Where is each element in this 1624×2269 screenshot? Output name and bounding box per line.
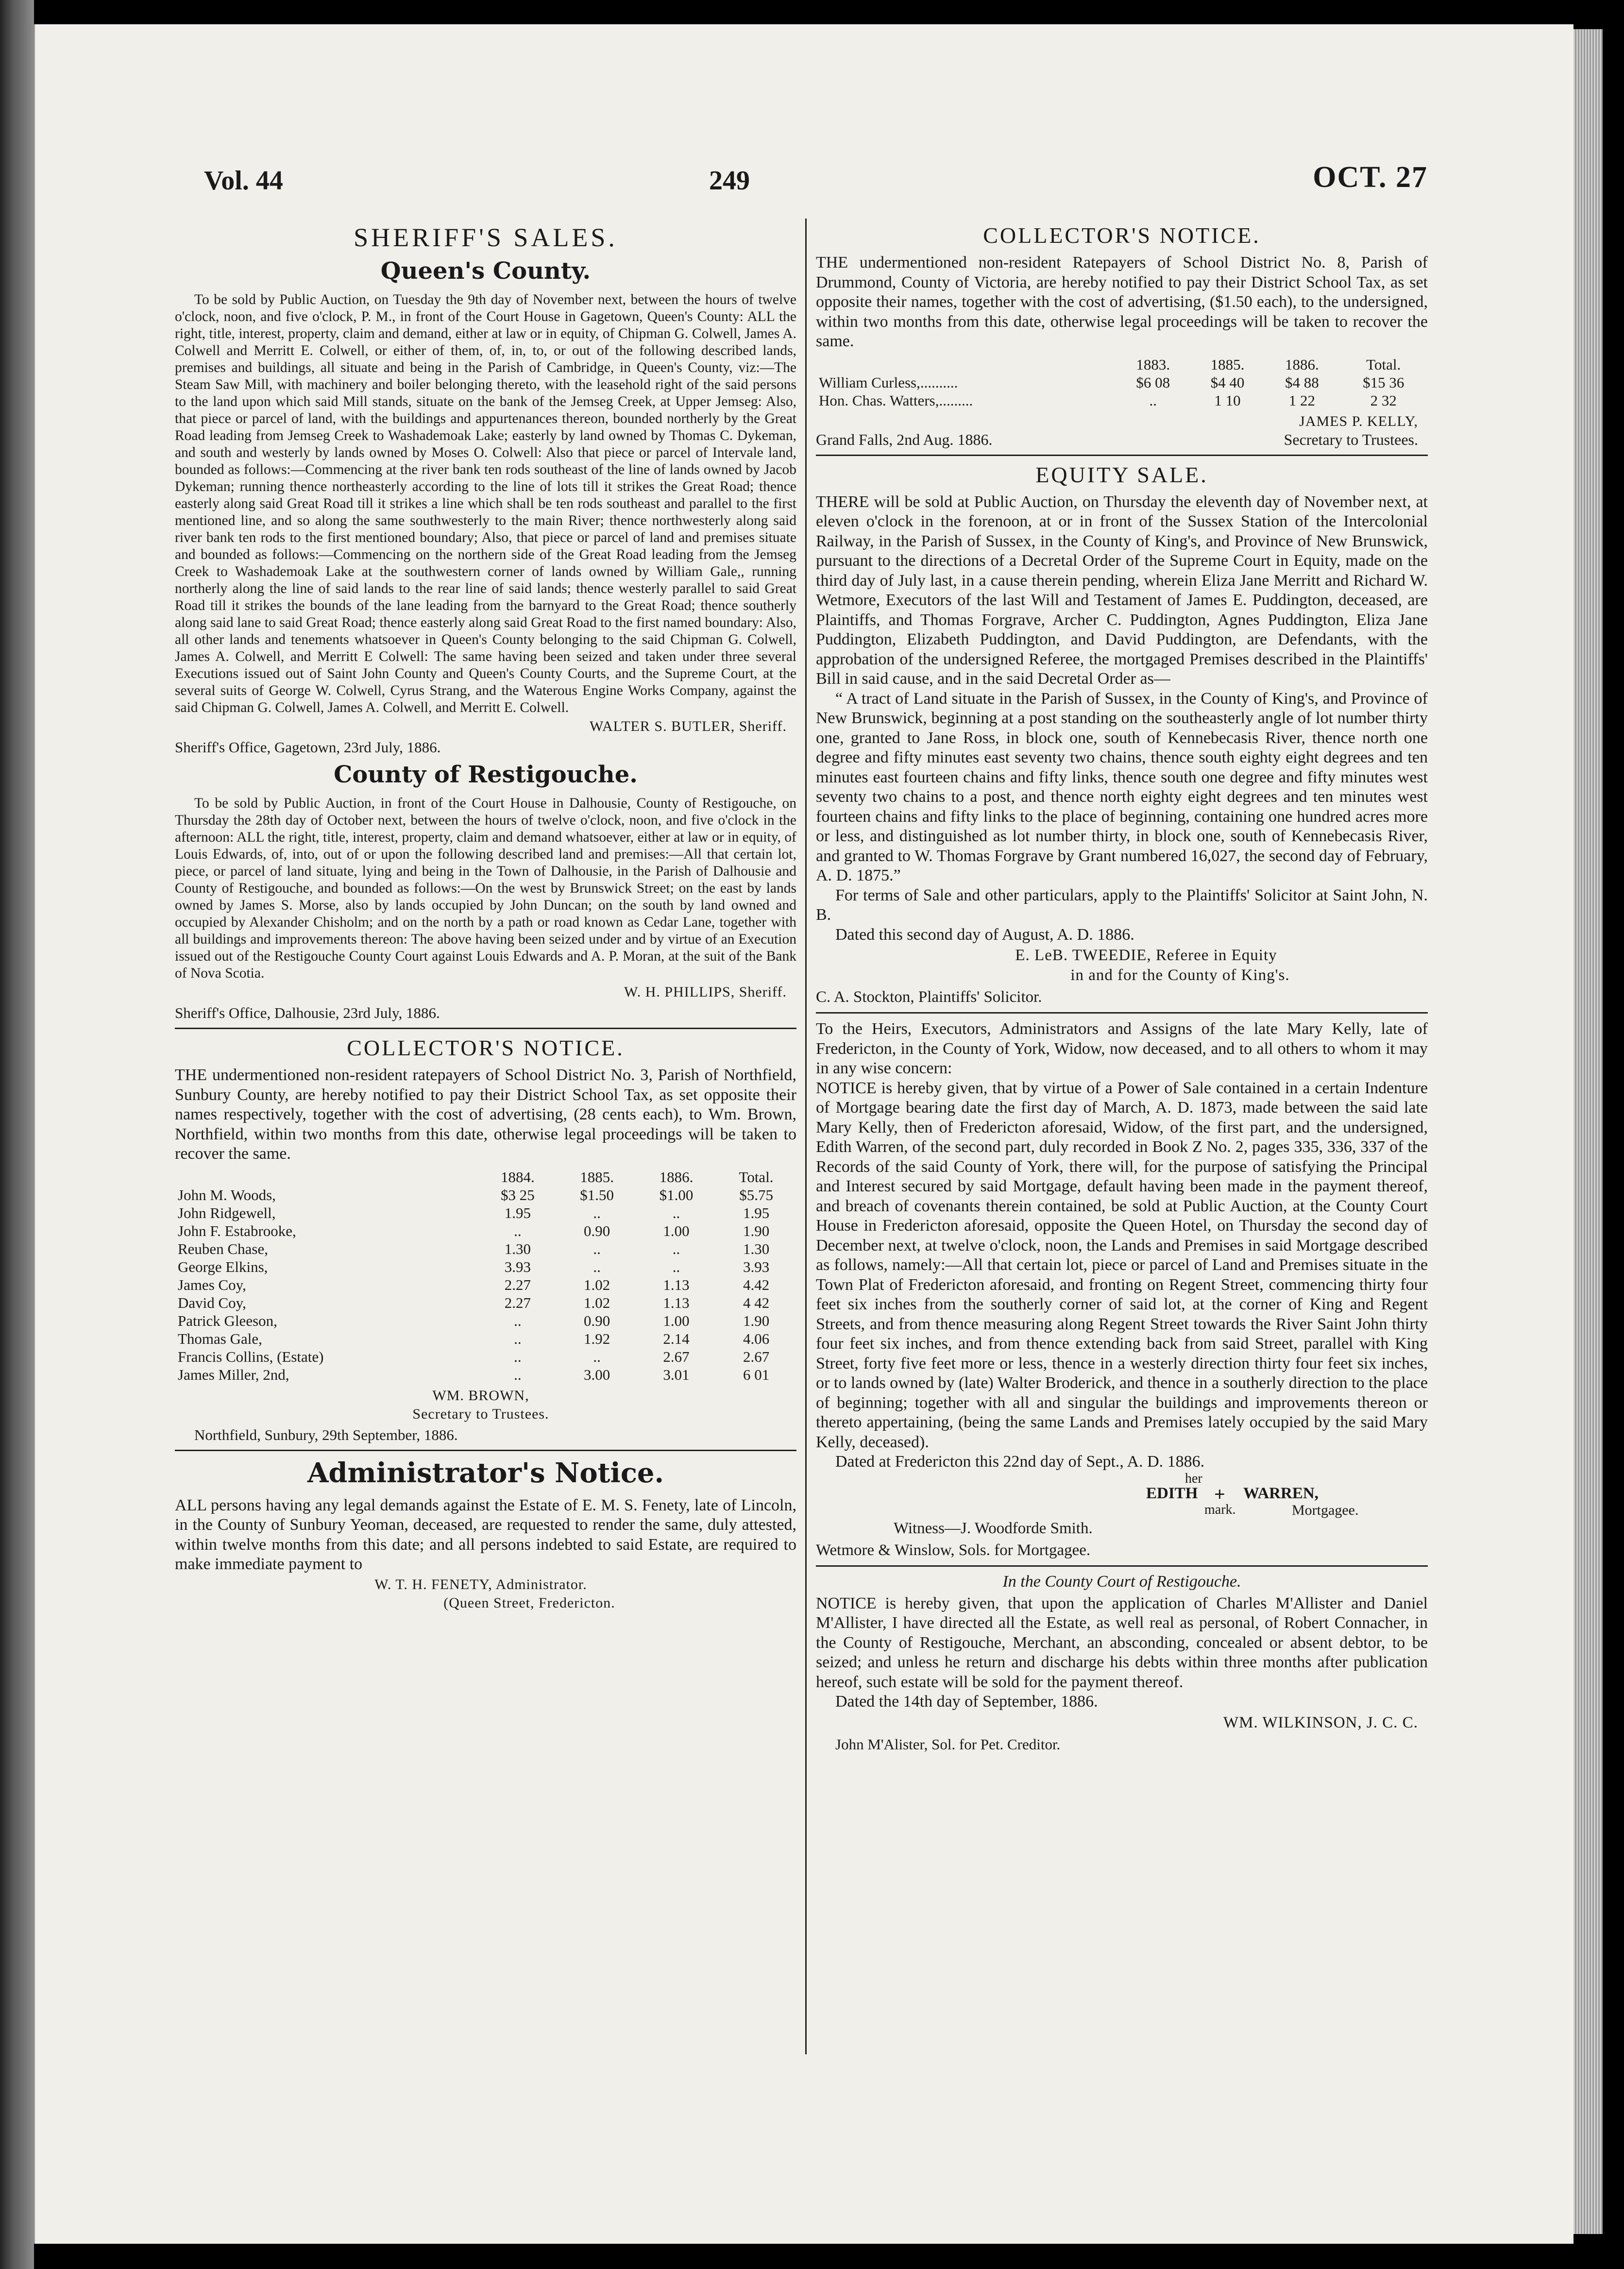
left-collector-place: Northfield, Sunbury, 29th September, 1886.: [194, 1426, 458, 1443]
mortgage-solicitors: Wetmore & Winslow, Sols. for Mortgagee.: [816, 1541, 1091, 1559]
section-rule: [816, 1565, 1428, 1567]
tax-amount: ..: [672, 1240, 680, 1257]
tax-col-header: Total.: [1366, 356, 1401, 373]
table-row: [175, 1294, 796, 1312]
signature-mortgagee-role: Mortgagee.: [1292, 1502, 1359, 1518]
ratepayer-name: Thomas Gale,: [178, 1330, 262, 1347]
table-row: [816, 391, 1428, 409]
tax-amount: 2.14: [663, 1330, 690, 1347]
queens-county-notice: To be sold by Public Auction, on Tuesday the 9th day of November next, between the hours of twelve o'clock, noon, and five o'clock, P. M., in front of the Court House in Gagetown, Queen's County: ALL the right, title, interest, property, claim and demand, either at law or in equity, of Chipman G. Colwell, James A. Colwell and Merritt E. Colwell, or either of them, of, in, to, or out of the following described lands, premises and buildings, all situate and being in the Parish of Cambridge, in Queen's County, viz:—The Steam Saw Mill, with machinery and boiler belonging thereto, with the leasehold right of the said persons to the land upon which said Mill stands, situate on the bank of the Jemseg Creek, at Upper Jemseg: Also, that piece or parcel of land, with the buildings and appurtenances thereon, bounded northerly by the Great Road leading from Jemseg Creek to Washademoak Lake; easterly by land owned by Thomas C. Dykeman, and south and westerly by lands owned by Moses O. Colwell: Also that piece or parcel of Intervale land, bounded as follows:—Commencing at the river bank ten rods southeast of the line of lands owned by Jacob Dykeman; running thence northeasterly according to the line of lots till it strikes the Great Road; thence easterly along said Great Road till it strikes a line which shall be ten rods southeast and parallel to the first mentioned line, and so along the same southwesterly to the main River; thence northwesterly along said river bank ten rods to the first mentioned boundary; Also, that piece or parcel of land and premises situate and bounded as follows:—Commencing on the northern side of the Great Road leading from the Jemseg Creek to Washademoak Lake at the southwestern corner of lands owned by William Gale,, running northerly along the line of said lands to the rear line of said lands; thence westerly parallel to said Great Road till it strikes the bounds of the lane leading from the barnyard to the Great Road; thence southerly along said lane to said Great Road; thence easterly along said Great Road to the first named boundary: Also, all other lands and tenements whatsoever in Queen's County belonging to the said Chipman G. Colwell, James A. Colwell, and Merritt E Colwell: The same having been seized and taken under three several Executions issued out of Saint John County and Queen's County Courts, and the Supreme Court, at the several suits of George W. Colwell, Cyrus Strang, and the Waterous Engine Works Company, against the said Chipman G. Colwell, James A. Colwell, and Merritt E. Colwell.: [175, 292, 796, 715]
ratepayer-name: James Coy,: [178, 1276, 246, 1293]
mortgage-notice-intro: To the Heirs, Executors, Administrators and Assigns of the late Mary Kelly, late of Fredericton, in the County of York, Widow, now deceased, and to all others to whom it may in any wise concern:: [816, 1020, 1428, 1077]
tax-amount: $1.00: [659, 1186, 694, 1203]
left-column: [175, 219, 796, 2064]
tax-amount: 0.90: [584, 1222, 610, 1239]
issue-date: OCT. 27: [1313, 161, 1428, 194]
tax-amount: $4 88: [1285, 373, 1319, 391]
sheriffs-sales-title: SHERIFF'S SALES.: [354, 223, 618, 252]
left-collector-role: Secretary to Trustees.: [412, 1405, 549, 1422]
equity-sale-dated: Dated this second day of August, A. D. 1886.: [835, 925, 1134, 944]
page-header: [126, 160, 1476, 209]
tax-table-body: [816, 373, 1428, 409]
tax-amount: 4.06: [743, 1330, 770, 1347]
tax-amount: $3 25: [501, 1186, 535, 1203]
left-collectors-notice-title: COLLECTOR'S NOTICE.: [347, 1035, 625, 1060]
ratepayer-name: William Curless,..........: [819, 373, 958, 391]
county-court-notice: NOTICE is hereby given, that upon the application of Charles M'Allister and Daniel M'Allister, I have directed all the Estate, as well real as personal, of Robert Connacher, in the County of Restigouche, Merchant, an absconding, concealed or absent debtor, to be seized; and unless he return and discharge his debts within three months after publication hereof, such estate will be sold for the payment thereof.: [816, 1594, 1428, 1691]
tax-amount: 1.02: [584, 1276, 610, 1293]
equity-sale-land-description: “ A tract of Land situate in the Parish of Sussex, in the County of King's, and Province of New Brunswick, beginning at a post standing on the southeasterly angle of lot number thirty one, granted to Jane Ross, in block one, south of Kennebecasis River, thence north one degree and fifty minutes east seventy two chains, thence south eighty eight degrees and ten minutes east fourteen chains and fifty links, thence south one degree and fifty minutes west seventy two chains to a post, and thence north eighty eight degrees and ten minutes west fourteen chains and fifty links to the place of beginning, containing one hundred acres more or less, and distinguished as lot number thirty, in block one, south of Kennebecasis River, and granted to W. Thomas Forgrave by Grant numbered 16,027, the second day of February, A. D. 1875.”: [816, 689, 1428, 884]
right-collector-footer: [816, 431, 1428, 449]
ratepayer-name: Reuben Chase,: [178, 1240, 268, 1257]
administrator-signature: W. T. H. FENETY, Administrator.: [374, 1576, 587, 1592]
tax-col-header: 1886.: [659, 1168, 694, 1185]
signature-mark: mark.: [1204, 1502, 1236, 1517]
volume-number: Vol. 44: [204, 166, 283, 196]
ratepayer-name: John F. Estabrooke,: [178, 1222, 296, 1239]
mortgage-witness: Witness—J. Woodforde Smith.: [894, 1519, 1093, 1537]
tax-amount: ..: [672, 1258, 680, 1275]
ratepayer-name: Francis Collins, (Estate): [178, 1348, 324, 1365]
tax-amount: 2.27: [504, 1276, 531, 1293]
section-rule: [175, 1028, 796, 1029]
petitioning-creditor-solicitor: John M'Alister, Sol. for Pet. Creditor.: [835, 1735, 1061, 1753]
ratepayer-name: John M. Woods,: [178, 1186, 276, 1203]
tax-amount: ..: [514, 1222, 522, 1239]
tax-amount: 3.93: [504, 1258, 531, 1275]
table-row: [175, 1330, 796, 1348]
page-content: [126, 160, 1476, 2074]
tax-amount: 1.30: [504, 1240, 531, 1257]
tax-amount: ..: [593, 1258, 601, 1275]
right-collector-signature: JAMES P. KELLY,: [1299, 413, 1418, 429]
tax-amount: 1.00: [663, 1312, 690, 1329]
tax-amount: ..: [672, 1204, 680, 1221]
queens-sheriff-office: Sheriff's Office, Gagetown, 23rd July, 1886.: [175, 739, 441, 756]
tax-col-header: [175, 1168, 478, 1186]
tax-amount: 3.00: [584, 1366, 610, 1383]
tax-amount: ..: [593, 1240, 601, 1257]
tax-amount: 1.90: [743, 1312, 770, 1329]
equity-sale-terms: For terms of Sale and other particulars, apply to the Plaintiffs' Solicitor at Saint John, N. B.: [816, 886, 1428, 924]
equity-sale-body: THERE will be sold at Public Auction, on Thursday the eleventh day of November next, at eleven o'clock in the forenoon, at or in front of the Sussex Station of the Intercolonial Railway, in the Parish of Sussex, in the County of King's, and Province of New Brunswick, pursuant to the directions of a Decretal Order of the Supreme Court in Equity, made on the third day of July last, in a cause therein pending, wherein Eliza Jane Merritt and Richard W. Wetmore, Executors of the last Will and Testament of James E. Puddington, deceased, are Plaintiffs, and Thomas Forgrave, Archer C. Puddington, Agnes Puddington, Eliza Jane Puddington, Elizabeth Puddington, and David Puddington, are Defendants, with the approbation of the undersigned Referee, the mortgaged Premises described in the Plaintiffs' Bill in said cause, and in the said Decretal Order as—: [816, 492, 1428, 688]
judge-signature: WM. WILKINSON, J. C. C.: [1223, 1713, 1418, 1731]
restigouche-notice: To be sold by Public Auction, in front of the Court House in Dalhousie, County of Restigouche, on Thursday the 28th day of October next, between the hours of twelve o'clock, noon, and five o'clock in the afternoon: ALL the right, title, interest, property, claim and demand whatsoever, either at law or in equity, of Louis Edwards, of, into, out of or upon the following described land and premises:—All that certain lot, piece, or parcel of land situate, lying and being in the Town of Dalhousie, in the Parish of Dalhousie and County of Restigouche, and bounded as follows:—On the west by Brunswick Street; on the east by lands owned by James S. Morse, also by lands occupied by John Duncan; on the south by land owned and occupied by Alexander Chisholm; and on the north by a path or road known as Cedar Lane, together with all buildings and improvements thereon: The above having been seized under and by virtue of an Execution issued out of the Restigouche County Court against Louis Edwards and A. P. Moran, at the suit of the Bank of Nova Scotia.: [175, 796, 796, 981]
left-collectors-notice-body: THE undermentioned non-resident ratepayers of School District No. 3, Parish of Northfield, Sunbury County, are hereby notified to pay their District School Tax, as set opposite their names respectively, together with the cost of advertising, (28 cents each), to Wm. Brown, Northfield, within two months from this date, otherwise legal proceedings will be taken to recover the same.: [175, 1066, 796, 1163]
tax-table-header: [816, 356, 1428, 373]
signature-first-name: EDITH: [1146, 1484, 1198, 1502]
tax-amount: 4 42: [743, 1294, 770, 1311]
tax-amount: $4 40: [1210, 373, 1245, 391]
county-court-dated: Dated the 14th day of September, 1886.: [835, 1693, 1098, 1710]
tax-col-header: 1885.: [1210, 356, 1245, 373]
tax-amount: 1.13: [663, 1276, 690, 1293]
tax-amount: 1.00: [663, 1222, 690, 1239]
tax-amount: $6 08: [1136, 373, 1170, 391]
administrators-notice-body: ALL persons having any legal demands against the Estate of E. M. S. Fenety, late of Lincoln, in the County of Sunbury Yeoman, deceased, are requested to render the same, duly attested, within twelve months from this date; and all persons indebted to said Estate, are required to make immediate payment to: [175, 1496, 796, 1573]
tax-amount: 6 01: [743, 1366, 770, 1383]
referee-role: in and for the County of King's.: [1070, 966, 1290, 984]
mortgage-notice-body: NOTICE is hereby given, that by virtue of a Power of Sale contained in a certain Indenture of Mortgage bearing date the first day of March, A. D. 1873, made between the said late Mary Kelly, then of Fredericton aforesaid, Widow, of the first part, and the undersigned, Edith Warren, of the second part, duly recorded in Book Z No. 2, pages 335, 336, 337 of the Records of the said County of York, there will, for the purpose of satisfying the Principal and Interest secured by said Mortgage, default having been made in the payment thereof, and breach of covenants therein contained, be sold at Public Auction, at the County Court House in Fredericton aforesaid, opposite the Queen Hotel, on Thursday the second day of December next, at twelve o'clock, noon, the Lands and Premises in said Mortgage described as follows, namely:—All that certain lot, piece or parcel of Land and Premises situate in the Town Plat of Fredericton aforesaid, and fronting on Regent Street, commencing thirty four feet six inches from the southerly corner of said lot, at the corner of King and Regent Streets, and from thence measuring along Regent Street towards the River Saint John thirty four feet six inches, and from thence extending back from said Street, parallel with King Street, forty five feet more or less, thence in a westerly direction thirty four feet six inches, or to lands owned by (late) Walter Broderick, and thence in a southerly direction to the place of beginning; together with all and singular the buildings and improvements thereon or thereto appertaining, (being the same Lands and Premises lately occupied by the said Mary Kelly, deceased).: [816, 1079, 1428, 1451]
tax-col-header: 1885.: [580, 1168, 614, 1185]
tax-amount: 1 10: [1214, 391, 1241, 409]
tax-amount: ..: [514, 1348, 522, 1365]
equity-sale-title: EQUITY SALE.: [1035, 462, 1208, 487]
tax-amount: ..: [514, 1330, 522, 1347]
right-collectors-notice-body: THE undermentioned non-resident Ratepayers of School District No. 8, Parish of Drummond, County of Victoria, are hereby notified to pay their District School Tax, as set opposite their names, together with the cost of advertising, ($1.50 each), to the undersigned, within two months from this date, otherwise legal proceedings will be taken to recover the same.: [816, 254, 1428, 350]
section-rule: [816, 455, 1428, 456]
ratepayer-name: John Ridgewell,: [178, 1204, 276, 1221]
right-collector-role: Secretary to Trustees.: [1284, 430, 1418, 448]
ratepayer-name: Patrick Gleeson,: [178, 1312, 277, 1329]
tax-amount: 0.90: [584, 1312, 610, 1329]
tax-amount: 2 32: [1370, 391, 1397, 409]
northfield-tax-table: [175, 1168, 796, 1384]
tax-amount: $15 36: [1363, 373, 1404, 391]
ratepayer-name: David Coy,: [178, 1294, 246, 1311]
mortgage-notice-dated: Dated at Fredericton this 22nd day of Sept., A. D. 1886.: [835, 1453, 1205, 1471]
tax-amount: 1.92: [584, 1330, 610, 1347]
table-row: [816, 373, 1428, 391]
tax-amount: 2.67: [743, 1348, 770, 1365]
tax-col-header: 1886.: [1285, 356, 1319, 373]
signature-last-name: WARREN,: [1243, 1484, 1319, 1502]
section-rule: [816, 1012, 1428, 1014]
tax-amount: 2.27: [504, 1294, 531, 1311]
restigouche-sheriff-signature: W. H. PHILLIPS, Sheriff.: [624, 984, 787, 1000]
tax-col-header: 1884.: [501, 1168, 535, 1185]
tax-amount: $1.50: [580, 1186, 614, 1203]
tax-col-header: Total.: [739, 1168, 774, 1185]
tax-table-body: [175, 1186, 796, 1384]
queens-county-heading: Queen's County.: [380, 257, 591, 285]
signature-her: her: [1185, 1471, 1202, 1486]
tax-amount: ..: [593, 1348, 601, 1365]
table-row: [175, 1240, 796, 1258]
tax-amount: 1.90: [743, 1222, 770, 1239]
left-collector-signature: WM. BROWN,: [432, 1387, 529, 1404]
county-court-heading: In the County Court of Restigouche.: [1002, 1572, 1241, 1591]
tax-amount: 4.42: [743, 1276, 770, 1293]
tax-amount: 1 22: [1288, 391, 1315, 409]
tax-amount: ..: [1149, 391, 1157, 409]
administrators-notice-title: Administrator's Notice.: [307, 1456, 664, 1489]
right-column: [816, 219, 1428, 2064]
ratepayer-name: Hon. Chas. Watters,.........: [819, 391, 973, 409]
page-edges: [1573, 29, 1603, 2234]
administrator-address: (Queen Street, Fredericton.: [443, 1594, 615, 1611]
tax-amount: ..: [514, 1366, 522, 1383]
tax-amount: 1.95: [504, 1204, 531, 1221]
tax-amount: 1.30: [743, 1240, 770, 1257]
table-row: [175, 1312, 796, 1330]
tax-amount: ..: [514, 1312, 522, 1329]
tax-amount: 1.95: [743, 1204, 770, 1221]
tax-amount: ..: [593, 1204, 601, 1221]
mortgagee-signature-block: [816, 1472, 1428, 1516]
book-spine-shadow: [0, 0, 34, 2269]
right-collectors-notice-title: COLLECTOR'S NOTICE.: [983, 223, 1261, 248]
referee-signature: E. LeB. TWEEDIE, Referee in Equity: [1015, 947, 1277, 964]
table-row: [175, 1186, 796, 1204]
queens-sheriff-signature: WALTER S. BUTLER, Sheriff.: [590, 718, 787, 734]
tax-col-header: [816, 356, 1116, 373]
restigouche-heading: County of Restigouche.: [334, 761, 638, 788]
tax-amount: 1.02: [584, 1294, 610, 1311]
column-divider: [805, 219, 807, 2054]
right-collector-place: Grand Falls, 2nd Aug. 1886.: [816, 430, 993, 448]
table-row: [175, 1366, 796, 1384]
section-rule: [175, 1450, 796, 1451]
tax-amount: 1.13: [663, 1294, 690, 1311]
tax-amount: 2.67: [663, 1348, 690, 1365]
tax-amount: 3.01: [663, 1366, 690, 1383]
table-row: [175, 1348, 796, 1366]
table-row: [175, 1204, 796, 1222]
signature-cross-mark: +: [1214, 1483, 1225, 1505]
table-row: [175, 1276, 796, 1294]
table-row: [175, 1258, 796, 1276]
table-row: [175, 1222, 796, 1240]
tax-amount: $5.75: [739, 1186, 773, 1203]
page-number: 249: [709, 166, 750, 196]
ratepayer-name: James Miller, 2nd,: [178, 1366, 289, 1383]
plaintiffs-solicitor: C. A. Stockton, Plaintiffs' Solicitor.: [816, 988, 1042, 1006]
tax-col-header: 1883.: [1136, 356, 1170, 373]
tax-amount: 3.93: [743, 1258, 770, 1275]
tax-table-header: [175, 1168, 796, 1186]
restigouche-sheriff-office: Sheriff's Office, Dalhousie, 23rd July, 1886.: [175, 1004, 440, 1021]
ratepayer-name: George Elkins,: [178, 1258, 268, 1275]
drummond-tax-table: [816, 356, 1428, 409]
